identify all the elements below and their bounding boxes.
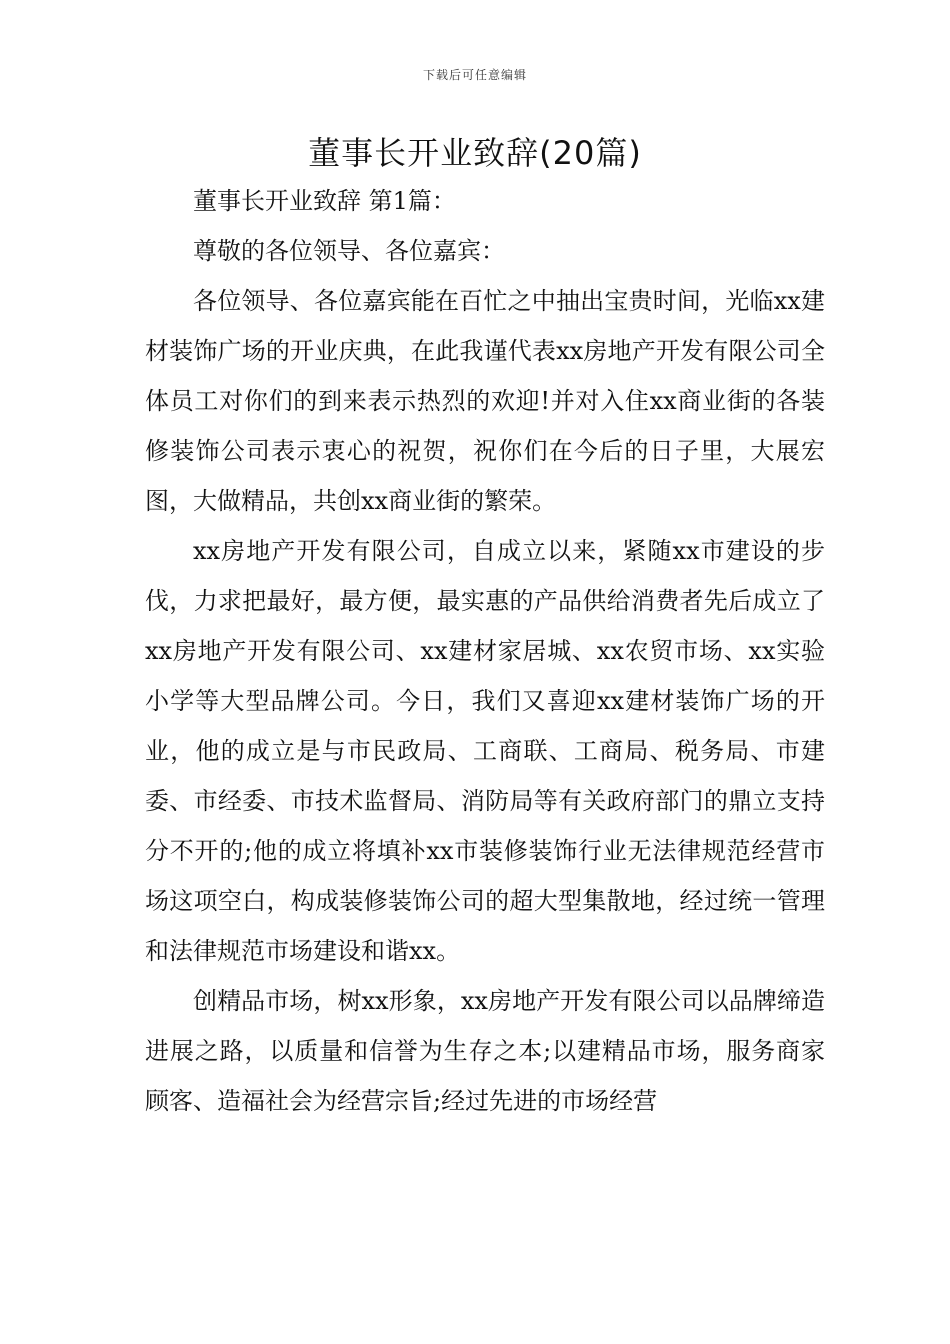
- paragraph: xx房地产开发有限公司，自成立以来，紧随xx市建设的步伐，力求把最好，最方便，最实惠的产品供给消费者先后成立了xx房地产开发有限公司、xx建材家居城、xx农贸市场、xx实验小学等大型品牌公司。今日，我们又喜迎xx建材装饰广场的开业，他的成立是与市民政局、工商联、工商局、税务局、市建委、市经委、市技术监督局、消防局等有关政府部门的鼎立支持分不开的;他的成立将填补xx市装修装饰行业无法律规范经营市场这项空白，构成装修装饰公司的超大型集散地，经过统一管理和法律规范市场建设和谐xx。: [145, 537, 825, 965]
- header-note: 下载后可任意编辑: [422, 68, 527, 82]
- paragraph: 创精品市场，树xx形象，xx房地产开发有限公司以品牌缔造进展之路，以质量和信誉为生存之本;以建精品市场，服务商家顾客、造福社会为经营宗旨;经过先进的市场经营: [145, 987, 825, 1115]
- document-title: 董事长开业致辞(20篇): [308, 134, 642, 172]
- document-body: [145, 176, 825, 1126]
- section-heading: 董事长开业致辞 第1篇：: [193, 187, 456, 215]
- paragraph: 各位领导、各位嘉宾能在百忙之中抽出宝贵时间，光临xx建材装饰广场的开业庆典，在此我谨代表xx房地产开发有限公司全体员工对你们的到来表示热烈的欢迎!并对入住xx商业街的各装修装饰公司表示衷心的祝贺，祝你们在今后的日子里，大展宏图，大做精品，共创xx商业街的繁荣。: [145, 287, 825, 515]
- salutation: 尊敬的各位领导、各位嘉宾：: [193, 237, 505, 265]
